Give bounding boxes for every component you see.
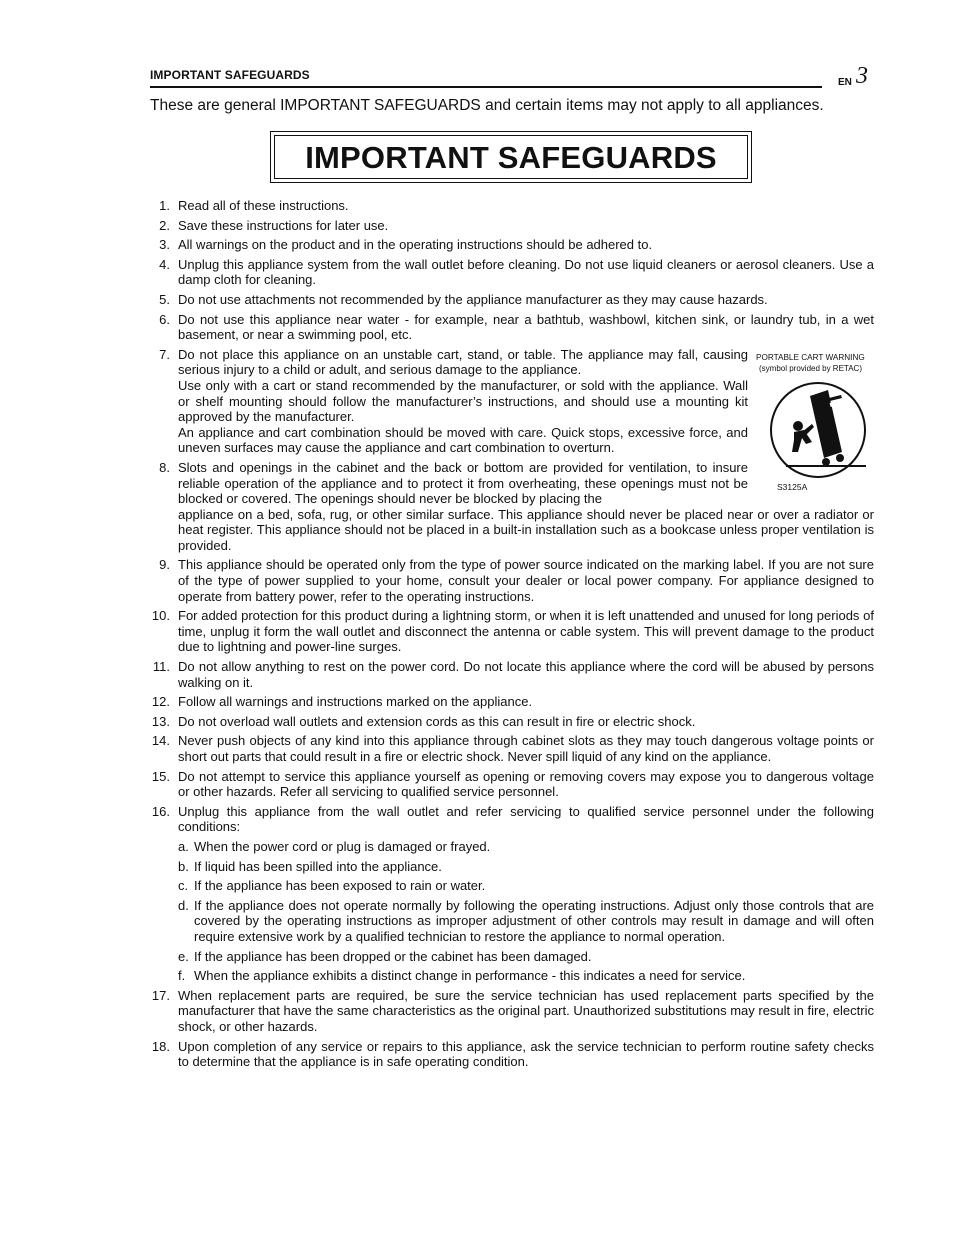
item-text: Do not use this appliance near water - for example, near a bathtub, washbowl, kitchen sink, or laundry tub, in a wet basement, or near a swimming pool, etc. (178, 311, 874, 343)
list-item (150, 804, 874, 984)
sub-item-letter: c. (178, 878, 189, 894)
item-number: 16. (151, 803, 170, 819)
list-item (150, 988, 874, 1035)
item-number: 8. (159, 459, 170, 475)
item-number: 10. (151, 608, 170, 624)
list-item (150, 292, 874, 308)
sub-item-letter: b. (178, 858, 189, 874)
item-number: 15. (151, 768, 170, 784)
list-item (150, 733, 874, 764)
cart-warning (756, 352, 876, 494)
item-text-continued: Use only with a cart or stand recommended by the manufacturer, or sold with the appliance. Wall or shelf mounting should follow the manufacturer’s instructions, and should use a mounting kit approved by the manufacturer. (178, 377, 748, 425)
page-title: IMPORTANT SAFEGUARDS (305, 140, 717, 175)
item-number: 17. (151, 987, 170, 1003)
item-text: Unplug this appliance system from the wall outlet before cleaning. Do not use liquid cleaners or aerosol cleaners. Use a damp cloth for cleaning. (178, 256, 874, 288)
sub-item-text: If the appliance has been dropped or the cabinet has been damaged. (194, 948, 592, 964)
item-text-continued: An appliance and cart combination should be moved with care. Quick stops, excessive force, and uneven surfaces may cause the appliance and cart combination to overturn. (178, 424, 748, 456)
sub-item-letter: a. (178, 838, 189, 854)
item-number: 4. (159, 256, 170, 272)
item-number: 5. (159, 291, 170, 307)
item-number: 14. (151, 733, 170, 749)
cart-warning-title: PORTABLE CART WARNING (756, 353, 865, 362)
list-item (150, 312, 874, 343)
sub-item-letter: f. (178, 968, 186, 984)
item-text: For added protection for this product during a lightning storm, or when it is left unattended and unused for long periods of time, unplug it form the wall outlet and disconnect the antenna or cable system. This will prevent damage to the product due to lightning and power-line surges. (178, 608, 874, 655)
item-text: Never push objects of any kind into this appliance through cabinet slots as they may touch dangerous voltage points or short out parts that could result in a fire or electric shock. Never spill liquid of any kind on the appliance. (178, 733, 874, 764)
list-item (150, 347, 748, 456)
header-rule (150, 86, 822, 88)
portable-cart-warning-icon (768, 382, 870, 480)
sub-item (178, 839, 874, 855)
cart-warning-subtitle: (symbol provided by RETAC) (759, 364, 862, 373)
cart-warning-code: S3125A (777, 482, 808, 492)
item-number: 18. (151, 1038, 170, 1054)
list-item (150, 659, 874, 690)
item-number: 1. (159, 198, 170, 213)
list-item (150, 714, 874, 730)
list-item (150, 769, 874, 800)
item-text: Follow all warnings and instructions marked on the appliance. (178, 694, 533, 710)
list-item (150, 608, 874, 655)
item-number: 11. (152, 659, 170, 675)
list-item (150, 218, 874, 234)
list-item (150, 694, 874, 710)
sub-item (178, 968, 874, 984)
sub-item-letter: e. (178, 948, 189, 964)
sub-item (178, 878, 874, 894)
item-text: This appliance should be operated only from the type of power source indicated on the marking label. If you are not sure of the type of power supplied to your home, consult your dealer or local power company. For appliance designed to operate from battery power, refer to the operating instructions. (178, 557, 874, 604)
page-language: EN (838, 77, 852, 88)
sub-item-text: When the power cord or plug is damaged or frayed. (194, 838, 491, 854)
sub-item (178, 949, 874, 965)
item-text: Do not attempt to service this appliance yourself as opening or removing covers may expose you to dangerous voltage or other hazards. Refer all servicing to qualified service personnel. (178, 768, 874, 800)
title-box (274, 135, 748, 179)
item-number: 3. (159, 237, 170, 253)
list-item (150, 557, 874, 604)
item-text: Do not place this appliance on an unstable cart, stand, or table. The appliance may fall, causing serious injury to a child or adult, and serious damage to the appliance. (178, 346, 748, 378)
sub-item (178, 859, 874, 875)
item-number: 9. (159, 557, 170, 573)
item-text-continued: appliance on a bed, sofa, rug, or other similar surface. This appliance should never be placed near or over a radiator or heat register. This appliance should not be placed in a built-in installation such as a bookcase unless proper ventilation is provided. (178, 506, 874, 553)
item-text: Do not allow anything to rest on the power cord. Do not locate this appliance where the cord will be abused by persons walking on it. (178, 659, 874, 690)
list-item (150, 257, 874, 288)
list-item (150, 237, 874, 253)
sub-item-text: If the appliance has been exposed to rain or water. (194, 878, 486, 894)
sub-item-text: If the appliance does not operate normally by following the operating instructions. Adjust only those controls that are covered by the operating instructions as improper adjustment of other controls may result in damage and will often require extensive work by a qualified technician to restore the appliance to normal operation. (194, 897, 874, 944)
sub-item-letter: d. (178, 897, 189, 913)
item-text: Save these instructions for later use. (178, 217, 389, 233)
item-number: 13. (151, 713, 170, 729)
sub-item-text: If liquid has been spilled into the appliance. (194, 858, 442, 874)
item-text: Slots and openings in the cabinet and the back or bottom are provided for ventilation, to insure reliable operation of the appliance and to protect it from overheating, these openings must not be blocked or covered. The openings should never be blocked by placing the (178, 459, 748, 507)
item-number: 7. (159, 346, 170, 362)
item-text: Read all of these instructions. (178, 198, 349, 213)
section-header: IMPORTANT SAFEGUARDS (150, 68, 310, 82)
item-text: Do not use attachments not recommended by the appliance manufacturer as they may cause hazards. (178, 291, 768, 307)
item-number: 12. (151, 694, 170, 710)
list-item (150, 198, 874, 214)
sub-item (178, 898, 874, 945)
item-text: Unplug this appliance from the wall outlet and refer servicing to qualified service personnel under the following conditions: (178, 803, 874, 835)
item-text: When replacement parts are required, be sure the service technician has used replacement parts specified by the manufacturer that have the same characteristics as the original part. Unauthorized substitutions may result in fire, electric shock, or other hazards. (178, 987, 874, 1034)
list-item (150, 1039, 874, 1070)
page-number: 3 (856, 63, 868, 89)
item-text: Do not overload wall outlets and extension cords as this can result in fire or electric shock. (178, 713, 696, 729)
item-number: 6. (159, 311, 170, 327)
item-text: Upon completion of any service or repairs to this appliance, ask the service technician to perform routine safety checks to determine that the appliance is in safe operating condition. (178, 1038, 874, 1070)
intro-text: These are general IMPORTANT SAFEGUARDS and certain items may not apply to all appliances. (150, 97, 824, 114)
sub-item-text: When the appliance exhibits a distinct change in performance - this indicates a need for service. (194, 968, 746, 984)
safeguards-list (150, 198, 874, 1070)
item-text: All warnings on the product and in the operating instructions should be adhered to. (178, 237, 653, 253)
item-number: 2. (159, 217, 170, 233)
